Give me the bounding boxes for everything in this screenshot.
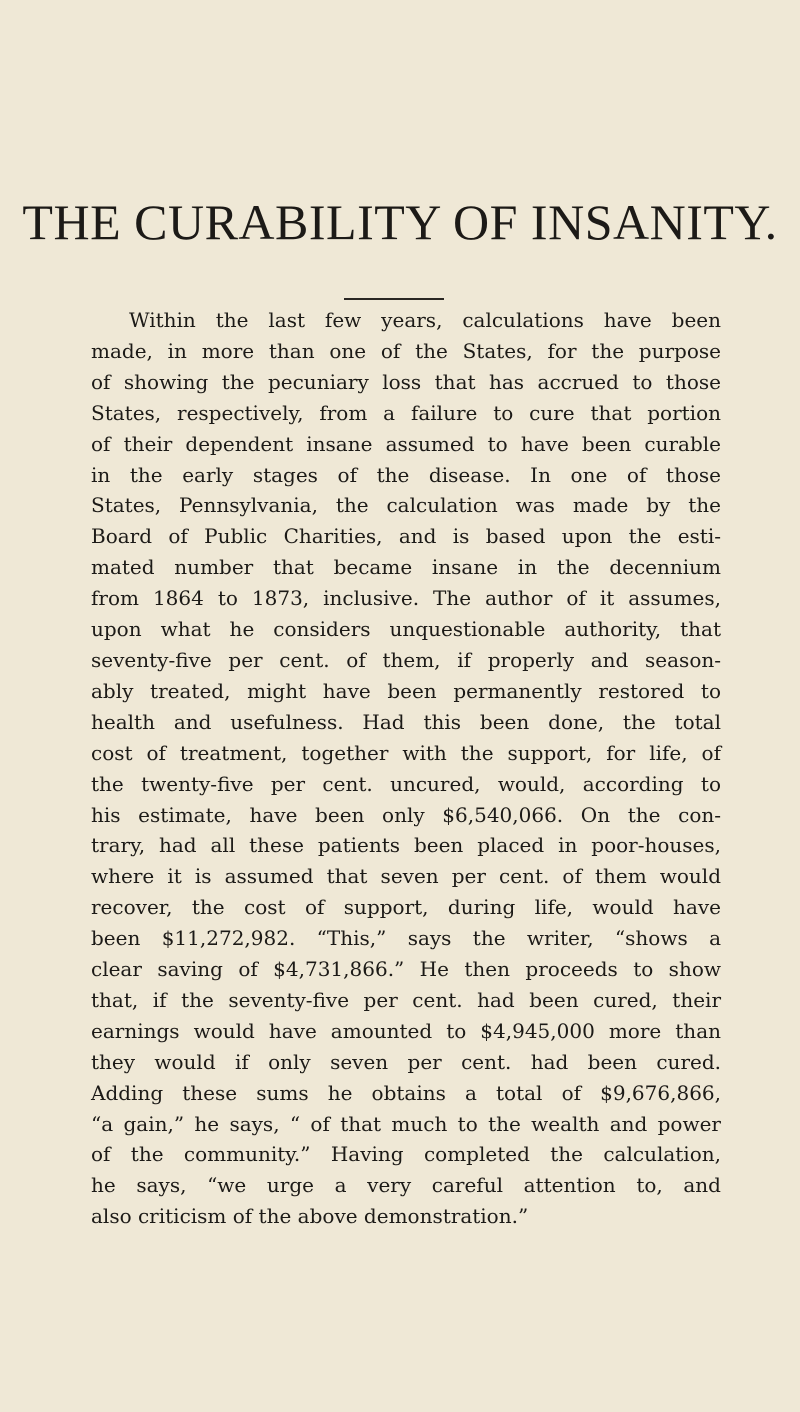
title-divider-rule — [344, 298, 444, 300]
paragraph-line: health and usefulness. Had this been done, the total — [91, 709, 721, 734]
paragraph-line: he says, “we urge a very careful attention to, and — [91, 1173, 721, 1198]
paragraph-line: his estimate, have been only $6,540,066. On the con- — [91, 802, 721, 827]
paragraph-line: been $11,272,982. “This,” says the writer, “shows a — [91, 926, 721, 951]
body-paragraph — [91, 305, 721, 1232]
paragraph-line: they would if only seven per cent. had been cured. — [91, 1049, 721, 1074]
paragraph-line: mated number that became insane in the decennium — [91, 555, 721, 580]
paragraph-line: made, in more than one of the States, for the purpose — [91, 338, 721, 363]
paragraph-line: that, if the seventy-five per cent. had been cured, their — [91, 987, 721, 1012]
paragraph-line: upon what he considers unquestionable authority, that — [91, 617, 721, 642]
paragraph-line: cost of treatment, together with the support, for life, of — [91, 740, 721, 765]
paragraph-line: Board of Public Charities, and is based upon the esti- — [91, 524, 721, 549]
paragraph-line: in the early stages of the disease. In one of those — [91, 462, 721, 487]
paragraph-line: of showing the pecuniary loss that has accrued to those — [91, 369, 721, 394]
paragraph-line: seventy-five per cent. of them, if properly and season- — [91, 647, 721, 672]
chapter-title: THE CURABILITY OF INSANITY. — [22, 194, 778, 250]
paragraph-line: ably treated, might have been permanently restored to — [91, 678, 721, 703]
paragraph-line: States, respectively, from a failure to cure that portion — [91, 400, 721, 425]
paragraph-line: trary, had all these patients been placed in poor-houses, — [91, 833, 721, 858]
paragraph-line: Adding these sums he obtains a total of $9,676,866, — [91, 1080, 721, 1105]
paragraph-line: of their dependent insane assumed to have been curable — [91, 431, 721, 456]
paragraph-line: clear saving of $4,731,866.” He then proceeds to show — [91, 957, 721, 982]
paragraph-line: recover, the cost of support, during life, would have — [91, 895, 721, 920]
paragraph-line: from 1864 to 1873, inclusive. The author of it assumes, — [91, 586, 721, 611]
paragraph-line: the twenty-five per cent. uncured, would, according to — [91, 771, 721, 796]
paragraph-line: of the community.” Having completed the calculation, — [91, 1142, 721, 1167]
paragraph-line: earnings would have amounted to $4,945,000 more than — [91, 1018, 721, 1043]
paragraph-line: “a gain,” he says, “ of that much to the wealth and power — [91, 1111, 721, 1136]
paragraph-line: where it is assumed that seven per cent. of them would — [91, 864, 721, 889]
paragraph-line: also criticism of the above demonstration.” — [91, 1204, 529, 1229]
paragraph-line: Within the last few years, calculations have been — [129, 308, 721, 332]
paragraph-line: States, Pennsylvania, the calculation was made by the — [91, 493, 721, 518]
